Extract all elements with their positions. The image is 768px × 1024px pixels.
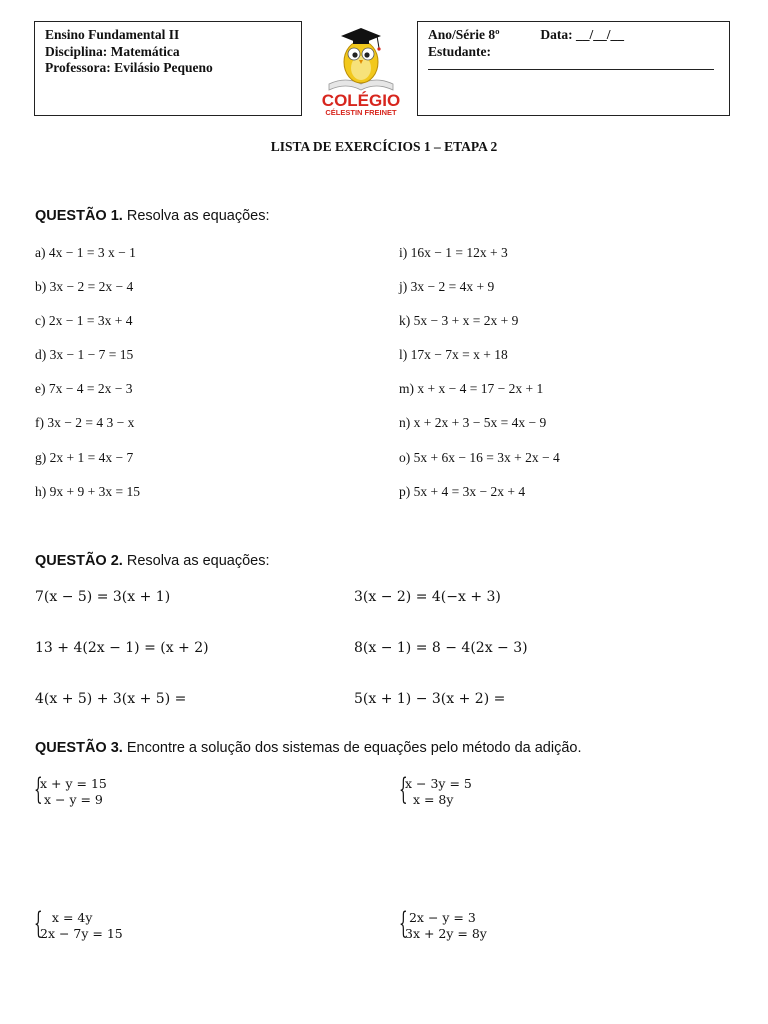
q1-equation-item: j) 3x − 2 = 4x + 9 — [399, 279, 495, 294]
q1-equation-item: d) 3x − 1 − 7 = 15 — [35, 347, 134, 362]
student-name-line[interactable] — [428, 60, 714, 70]
left-brace: { — [34, 772, 43, 807]
school-level: Ensino Fundamental II — [45, 27, 180, 42]
q2-equation: 3(x − 2) = 4(−x + 3) — [354, 589, 501, 605]
q1-equation-item: e) 7x − 4 = 2x − 3 — [35, 381, 133, 396]
question-3-heading — [35, 740, 582, 756]
teacher-line: Professora: Evilásio Pequeno — [45, 60, 213, 75]
system-line: x = 4y — [40, 910, 93, 925]
school-logo — [311, 18, 411, 118]
question-1-text: Resolva as equações: — [126, 208, 270, 224]
system-line: 2x − y = 3 — [405, 910, 476, 925]
question-3-label: QUESTÃO 3. — [35, 740, 123, 756]
left-brace: { — [34, 906, 43, 941]
q1-equation-item: l) 17x − 7x = x + 18 — [399, 347, 508, 362]
header-info-box — [34, 21, 302, 116]
q1-equation-item: o) 5x + 6x − 16 = 3x + 2x − 4 — [399, 450, 560, 465]
system-line: x = 8y — [405, 792, 454, 807]
student-info-box — [417, 21, 730, 116]
q1-equation-item: p) 5x + 4 = 3x − 2x + 4 — [399, 484, 526, 499]
question-2-label: QUESTÃO 2. — [35, 553, 123, 569]
q1-equation-item: a) 4x − 1 = 3 x − 1 — [35, 245, 136, 260]
system-line: x + y = 15 — [40, 776, 107, 791]
q2-equation: 5(x + 1) − 3(x + 2) = — [354, 691, 506, 707]
left-brace: { — [399, 906, 408, 941]
logo-subname: CÉLESTIN FREINET — [325, 108, 397, 117]
question-1-heading — [35, 208, 270, 224]
q1-equation-item: i) 16x − 1 = 12x + 3 — [399, 245, 508, 260]
q1-equation-item: g) 2x + 1 = 4x − 7 — [35, 450, 134, 465]
q1-equation-item: h) 9x + 9 + 3x = 15 — [35, 484, 140, 499]
subject-line: Disciplina: Matemática — [45, 43, 180, 59]
q1-equation-item: c) 2x − 1 = 3x + 4 — [35, 313, 133, 328]
student-label: Estudante: — [428, 43, 492, 59]
q2-equation: 13 + 4(2x − 1) = (x + 2) — [35, 640, 209, 656]
q1-equation-item: b) 3x − 2 = 2x − 4 — [35, 279, 134, 294]
logo-name: COLÉGIO — [321, 91, 401, 110]
system-line: x − 3y = 5 — [405, 776, 472, 791]
q1-equation-item: k) 5x − 3 + x = 2x + 9 — [399, 313, 519, 328]
question-1-label: QUESTÃO 1. — [35, 208, 123, 224]
q2-equation: 4(x + 5) + 3(x + 5) = — [35, 691, 187, 707]
system-line: 2x − 7y = 15 — [40, 926, 123, 941]
system-line: 3x + 2y = 8y — [405, 926, 487, 941]
date-field[interactable]: Data: __/__/__ — [540, 27, 624, 42]
q1-equation-item: f) 3x − 2 = 4 3 − x — [35, 415, 135, 430]
question-2-text: Resolva as equações: — [126, 553, 270, 569]
system-line: x − y = 9 — [40, 792, 103, 807]
exercise-list-title: LISTA DE EXERCÍCIOS 1 – ETAPA 2 — [270, 139, 498, 154]
left-brace: { — [399, 772, 408, 807]
grade-date-row — [428, 27, 719, 44]
q1-equation-item: n) x + 2x + 3 − 5x = 4x − 9 — [399, 415, 547, 430]
question-3-text: Encontre a solução dos sistemas de equações pelo método da adição. — [126, 740, 582, 756]
grade-label: Ano/Série 8º — [428, 27, 500, 42]
q1-equation-item: m) x + x − 4 = 17 − 2x + 1 — [399, 381, 544, 396]
question-2-heading — [35, 553, 270, 569]
q2-equation: 7(x − 5) = 3(x + 1) — [35, 589, 171, 605]
owl-graduate-logo-icon — [329, 28, 393, 90]
q2-equation: 8(x − 1) = 8 − 4(2x − 3) — [354, 640, 528, 656]
